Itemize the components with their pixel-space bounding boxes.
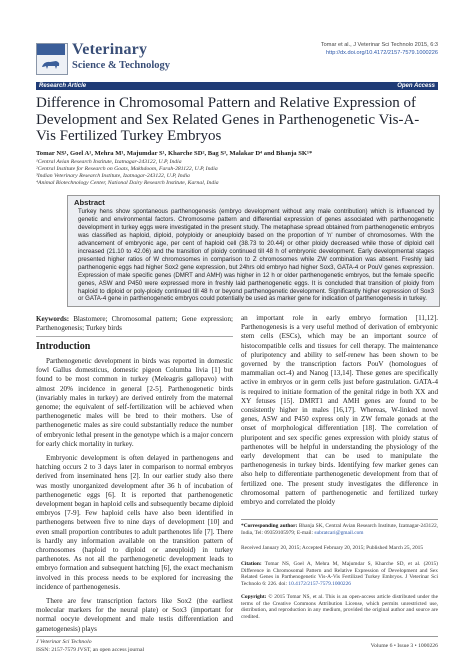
doi-link[interactable]: http://dx.doi.org/10.4172/2157-7579.1000226	[326, 50, 438, 56]
intro-paragraph-4: an important role in early embryo formation [11,12]. Parthenogenesis is a very useful method of derivation of embryonic stem cells (ESCs), which may be an important source of histocompatible cells and tissues for cell therapy. The maintenance of pluripotency and ability to self-renew has been shown to be governed by the transcription factors PouV (homologues of mammalian oct-4) and Nanog [13,14]. These genes are specifically active in embryos or in germ cells just before gastrulation. GATA-4 is required to initiate formation of the genital ridge in both XX and XY fetuses [15]. DMRT1 and AMH genes are found to be consistently higher in males [16,17]. Whereas, W-linked novel genes, ASW and P450 express only in ZW female gonads at the onset of morphological differentiation [18]. The correlation of pluripotent and sex specific genes expression with ploidy status of parthenotes will be helpful in understanding the physiology of the early development that can be used to manipulate the parthenogenesis in turkey birds. Identifying few marker genes can also help to differentiate parthenogenetic development from that of fertilized one. The present study investigates the difference in chromosomal pattern of parthenogenetic and fertilized turkey embryo and correlated the ploidy	[241, 314, 438, 507]
journal-name: Veterinary	[72, 41, 148, 58]
intro-paragraph-1: Parthenogenetic development in birds was reported in domestic fowl Gallus domesticus, domestic pigeon Columba livia [1] but found to be most common in turkey (Meleagris gallopavo) with almost 20% incidence in general [2-5]. Parthenogenetic birds (invariably males in turkey) are derived entirely from the maternal genome; the equivalent of self-fertilization will be achieved when parthenogenetic males will be bred to their mothers. Use of parthenogenetic males as sire could substantially reduce the number of embryonic lethal present in the genotype which is a major concern for early chick mortality in turkey.	[36, 357, 233, 448]
affiliation-3: ³Indian Veterinary Research Institute, Izatnagar-243122, U.P, India	[36, 173, 190, 179]
open-access-label: Open Access	[397, 83, 435, 89]
keywords	[36, 315, 233, 333]
introduction-heading: Introduction	[36, 341, 91, 352]
doi-line	[326, 50, 438, 56]
copyright-note: Copyright: © 2015 Tomar NS, et al. This is an open-access article distributed under the terms of the Creative Commons Attribution License, which permits unrestricted use, distribution, and reproduction in any medium, provided the original author and source are credited.	[241, 594, 438, 620]
abstract-text: Turkey hens show spontaneous parthenogenesis (embryo development without any male contribution) which is influenced by genetic and environmental factors. Chromosome pattern and differential expression of genes associated with parthenogenetic development in turkey eggs were investigated in the present study. The metaphase spread obtained from parthenogenetic embryos was classified as haploid, diploid, polyploidy or aneuploidy based on the proportion of 'n' number of chromosomes. With the advancement of embryonic age, per cent of haploid cell (38.73 to 20.44) or other ploidy decreased while those of diploid cell increased (21.10 to 42.06) and the transition of ploidy continued till 48 h of embryonic development. Early developmental stages presented higher ratios of W chromosomes in comparison to Z chromosomes while ZW combination was absent. Freshly laid parthenogenic eggs had higher Sox2 gene expression, but 24hrs old embryo had higher Sox3, GATA-4 or PouV genes expression. Expression of male specific genes (DMRT and AMH) was higher in 12 h or older parthenogenetic embryos, but the female specific genes, ASW and P450 were expressed more in freshly laid parthenogenetic eggs. It is concluded that transition of ploidy from haploid to diploid or poly-ploidy continued till 48 h or beyond parthenogenetic development. Significantly higher expression of Sox3 or GATA-4 gene in parthenogenetic embryos could potentially be used as marker gene for indication of parthenogenesis in turkey.	[78, 208, 434, 303]
introduction-right-column	[241, 314, 438, 507]
keywords-label: Keywords:	[36, 315, 70, 323]
introduction-left-column	[36, 357, 233, 634]
email-link[interactable]: subratcari@gmail.com	[314, 529, 364, 536]
author-list: Tomar NS¹, Goel A¹, Mehra M¹, Majumdar S¹, Kharche SD², Bag S³, Malakar D⁴ and Bhanja SK¹*	[36, 150, 313, 157]
received-dates: Received January 20, 2015; Accepted February 20, 2015; Published March 25, 2015	[241, 545, 424, 551]
keywords-divider	[36, 336, 233, 337]
footer-divider	[36, 636, 438, 637]
keywords-text: Blastomere; Chromosomal pattern; Gene expression; Parthenogenesis; Turkey birds	[36, 315, 233, 333]
footer-volume: Volume 6 • Issue 3 • 1000226	[370, 643, 438, 649]
affiliation-1: ¹Central Avian Research Institute, Izatnagar-243122, U.P, India	[36, 159, 182, 165]
footnote-divider	[241, 519, 438, 520]
logo-banner	[37, 44, 65, 55]
article-title: Difference in Chromosomal Pattern and Relative Expression of Development and Sex Related Genes in Parthenogenetic Vis-A-Vis Fertilized Turkey Embryos	[36, 95, 420, 144]
citation-note: Citation: Tomar NS, Goel A, Mehra M, Majumdar S, Kharche SD, et al. (2015) Difference in Chromosomal Pattern and Relative Expression of Development and Sex Related Genes in Parthenogenetic Vis-A-Vis Fertilized Turkey Embryos. J Veterinar Sci Technolo 6: 226. doi: 10.4172/2157-7579.1000226	[241, 561, 438, 587]
journal-subtitle: Science & Technology	[72, 60, 171, 71]
intro-paragraph-3: There are few transcription factors like Sox2 (the earliest molecular markers for the neural plate) or Sox3 (important for normal oocyte development and male testis differentiation and gametogenesis) plays	[36, 597, 233, 633]
article-type: Research Article	[39, 83, 87, 89]
article-type-bar	[36, 82, 438, 90]
abstract-heading: Abstract	[74, 198, 105, 207]
citation-line: Tomar et al., J Veterinar Sci Technolo 2015, 6:3	[320, 42, 438, 48]
animal-silhouette-icon	[40, 57, 62, 71]
intro-paragraph-2: Embryonic development is often delayed in parthenogens and hatching occurs 2 to 3 days later in comparison to normal embryos derived from inseminated hens [2]. In our earlier study also there was mostly unorganized development after 36 h of incubation of parthenogenetic eggs [6]. It is reported that parthenogenetic development began in haploid cells and subsequently became diploid embryos [7-9]. Few haploid cells have also been identified in parthenogens between five to nine days of development [10] and even small proportion contributes to adult parthenotes life [7]. There is hardly any information available on the transition pattern of chromosomes (haploid to diploid or aneuploid) in turkey parthenotes. As not all the parthenogenetic development leads to embryo formation and subsequent hatching [6], the exact mechanism involved in this process needs to be explored for increasing the incidence of parthenogenesis.	[36, 454, 233, 591]
corresponding-author-note: *Corresponding author: Bhanja SK, Central Avian Research Institute, Izatnagar-243122, India, Tel: 09359105979; E-mail: subratcari@gmail.com	[241, 523, 438, 536]
footer-journal: J Veterinar Sci Technolo	[36, 639, 92, 645]
affiliation-4: ⁴Animal Biotechnology Center, National Dairy Research Institute, Karnal, India	[36, 180, 219, 186]
citation-doi-link[interactable]: 10.4172/2157-7579.1000226	[288, 580, 351, 587]
footer-issn: ISSN: 2157-7579 JVST, an open access journal	[36, 647, 145, 653]
affiliation-2: ²Central Institute for Research on Goats, Makhdoom, Farah-281122, U.P, India	[36, 166, 218, 172]
